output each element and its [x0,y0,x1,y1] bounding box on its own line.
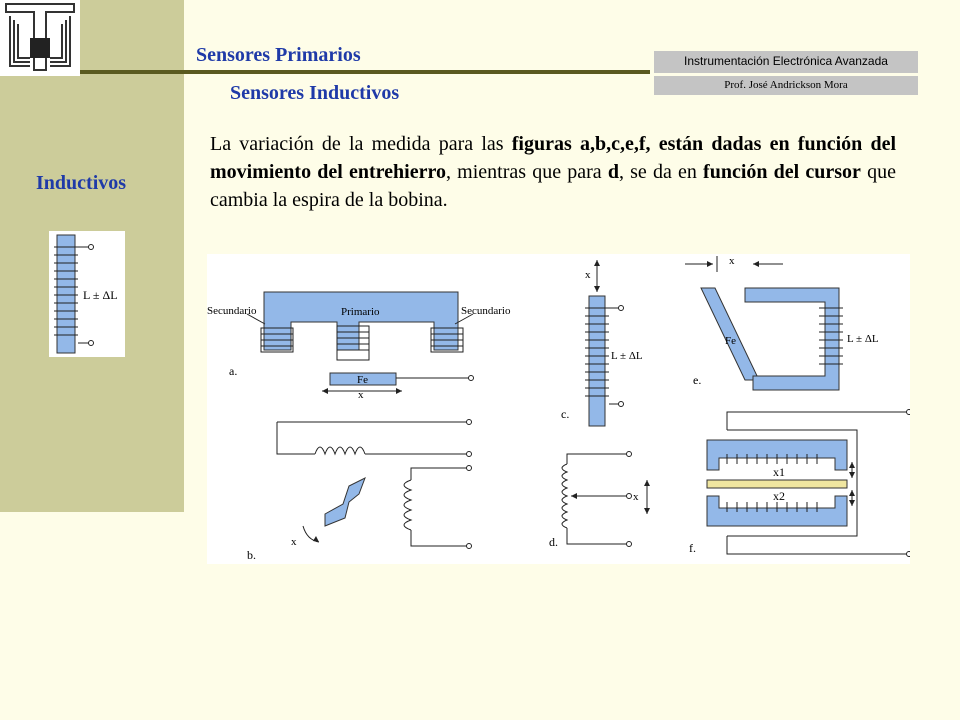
a-primario: Primario [341,306,380,318]
figure-c [561,260,643,426]
f-x1: x1 [773,465,785,479]
body-text-5: , se da en [618,161,704,183]
professor-label: Prof. José Andrickson Mora [654,76,918,95]
d-label: d. [549,535,558,549]
e-L: L ± ΔL [847,333,879,345]
a-secundario-left: Secundario [207,305,257,317]
e-x: x [729,255,735,267]
c-x: x [585,269,591,281]
sensor-diagrams [207,254,910,564]
body-text-2: figuras a,b,c,e,f, están dadas en función del movimiento del entrehierro [210,133,897,183]
figure-a [207,292,511,401]
inductor-figure [49,231,125,357]
a-secundario-right: Secundario [461,305,511,317]
page-subtitle: Sensores Inductivos [230,82,400,104]
body-paragraph [210,130,896,214]
sidebar-label: Inductivos [36,172,127,194]
page-title: Sensores Primarios [196,44,361,66]
figure-e [685,255,879,390]
body-text-3: , mientras que para [446,161,608,183]
f-x2: x2 [773,489,785,503]
body-text-6: función del cursor [703,161,861,183]
f-label: f. [689,541,696,555]
e-fe: Fe [725,335,736,347]
body-text-7: que cambia la espira de la bobina. [210,161,896,211]
a-label: a. [229,364,238,378]
body-text-1: La variación de la medida para las [210,133,512,155]
body-text-4: d [607,161,619,183]
header-divider [80,70,650,74]
course-label: Instrumentación Electrónica Avanzada [654,51,918,73]
b-x: x [291,536,297,548]
inductance-label: L ± ΔL [83,288,118,302]
institution-logo [0,0,80,76]
figure-b [247,420,472,563]
a-x: x [358,389,364,401]
d-x: x [633,491,639,503]
b-label: b. [247,548,256,562]
c-label: c. [561,407,570,421]
figure-d [549,452,650,550]
figure-f [689,410,910,557]
e-label: e. [693,373,702,387]
c-L: L ± ΔL [611,350,643,362]
a-fe: Fe [357,374,368,386]
